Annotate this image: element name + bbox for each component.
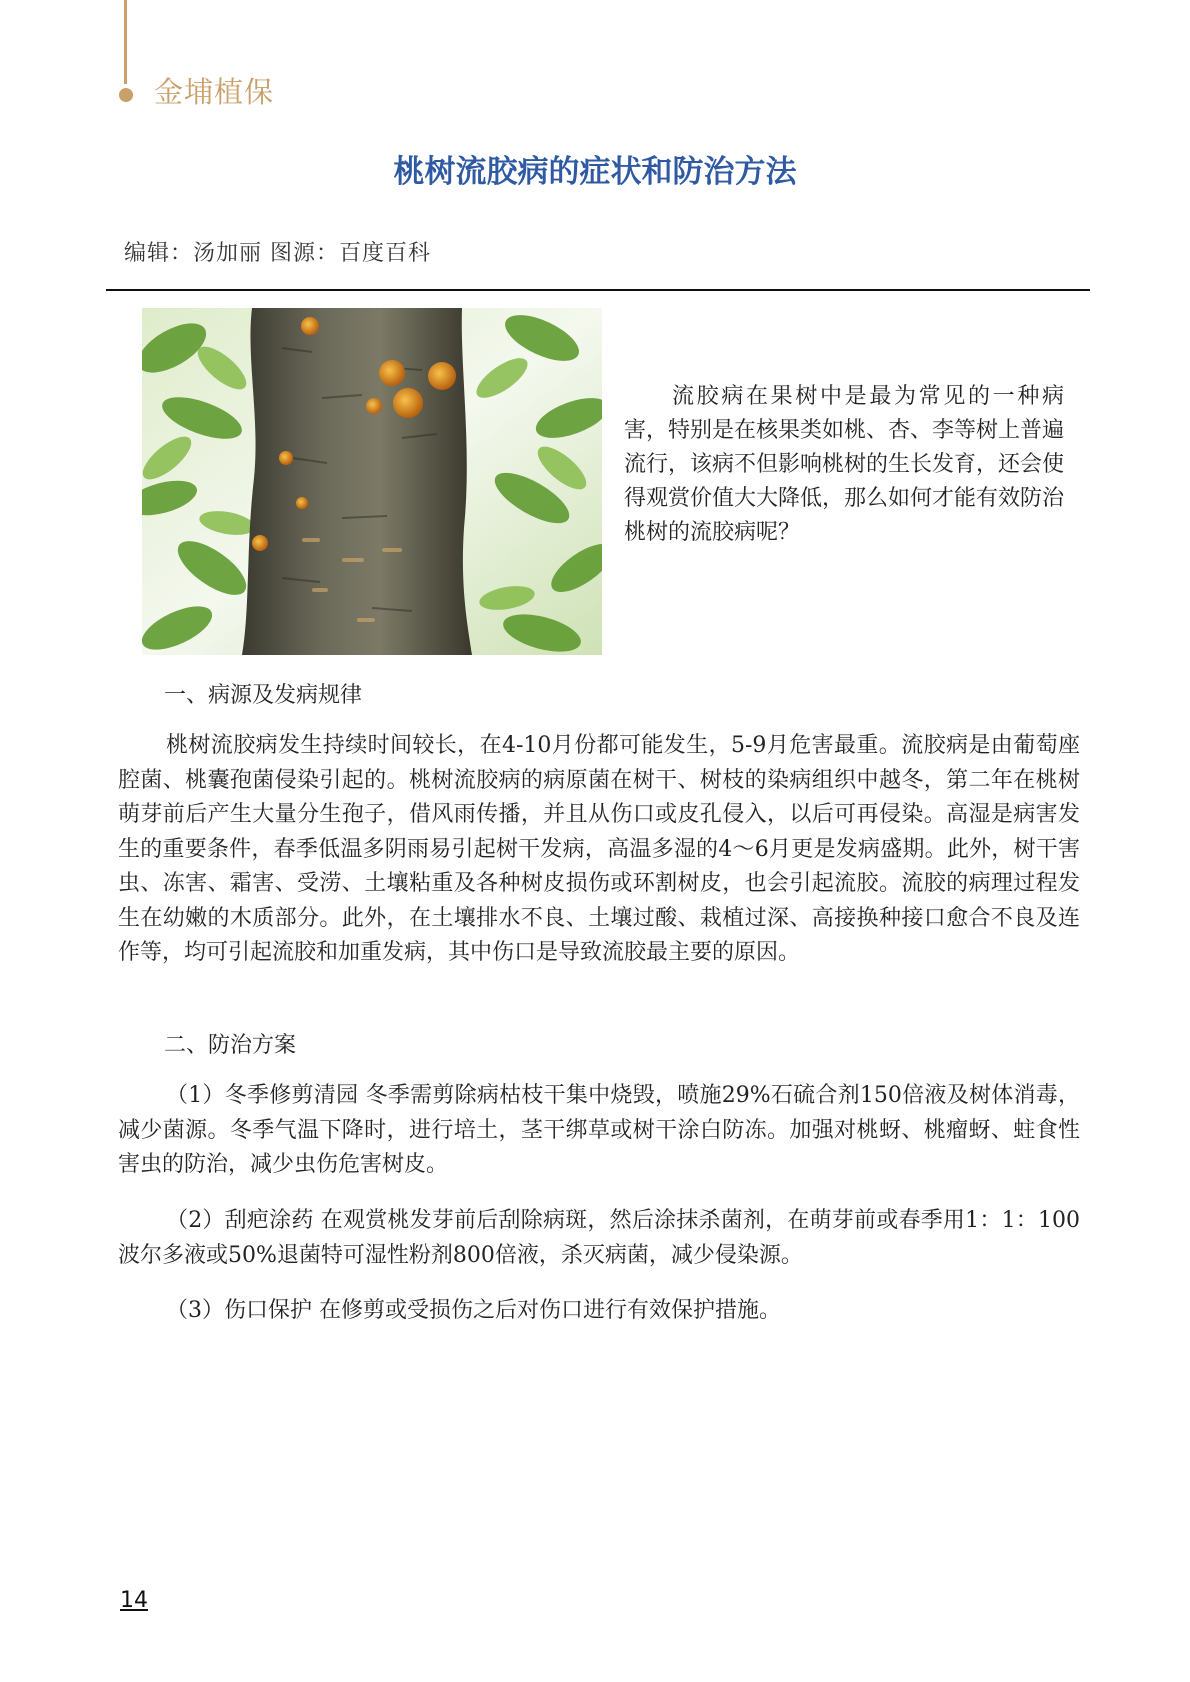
header-accent-line [124,0,127,84]
control-measure-scrape-treat: （2）刮疤涂药 在观赏桃发芽前后刮除病斑，然后涂抹杀菌剂，在萌芽前或春季用1：1：100波尔多液或50%退菌特可湿性粉剂800倍液，杀灭病菌，减少侵染源。 [118,1208,1080,1268]
article-title: 桃树流胶病的症状和防治方法 [393,154,797,190]
control-measure-wound-protection: （3）伤口保护 在修剪或受损伤之后对伤口进行有效保护措施。 [166,1298,781,1323]
intro-paragraph: 流胶病在果树中是最为常见的一种病害，特别是在核果类如桃、杏、李等树上普遍流行，该病不但影响桃树的生长发育，还会使得观赏价值大大降低，那么如何才能有效防治桃树的流胶病呢？ [624,384,1065,545]
control-measure-winter-pruning: （1）冬季修剪清园 冬季需剪除病枯枝干集中烧毁，喷施29%石硫合剂150倍液及树体消毒，减少菌源。冬季气温下降时，进行培土，茎干绑草或树干涂白防冻。加强对桃蚜、桃瘤蚜、蛀食性害虫的防治，减少虫伤危害树皮。 [118,1083,1080,1177]
header-accent-dot [119,88,133,102]
page-number: 14 [120,1588,148,1613]
article-byline: 编辑：汤加丽 图源：百度百科 [124,241,431,266]
magazine-brand: 金埔植保 [154,75,275,109]
section-body-cause: 桃树流胶病发生持续时间较长，在4-10月份都可能发生，5-9月危害最重。流胶病是由葡萄座腔菌、桃囊孢菌侵染引起的。桃树流胶病的病原菌在树干、树枝的染病组织中越冬，第二年在桃树萌芽前后产生大量分生孢子，借风雨传播，并且从伤口或皮孔侵入，以后可再侵染。高湿是病害发生的重要条件，春季低温多阴雨易引起树干发病，高温多湿的4～6月更是发病盛期。此外，树干害虫、冻害、霜害、受涝、土壤粘重及各种树皮损伤或环割树皮，也会引起流胶。流胶的病理过程发生在幼嫩的木质部分。此外，在土壤排水不良、土壤过酸、栽植过深、高接换种接口愈合不良及连作等，均可引起流胶和加重发病，其中伤口是导致流胶最主要的原因。 [118,733,1080,965]
peach-tree-gummosis-photo [142,308,602,655]
header-divider [106,289,1090,291]
section-heading-control: 二、防治方案 [164,1033,297,1058]
section-heading-cause: 一、病源及发病规律 [164,683,363,708]
